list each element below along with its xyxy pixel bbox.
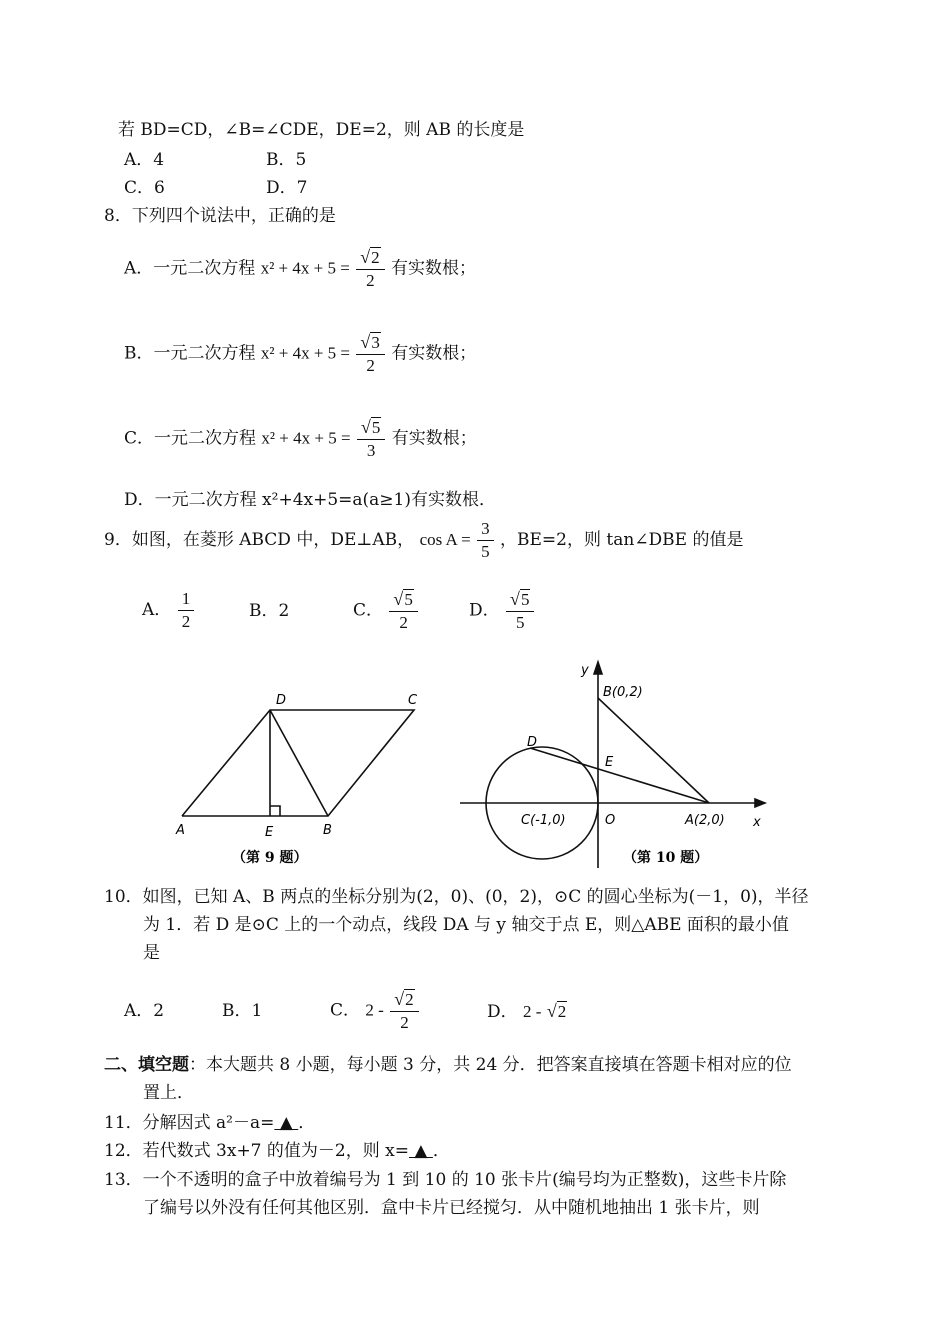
q7-option-d: D．7 (266, 178, 308, 198)
right-angle-mark (270, 806, 280, 816)
section2-heading: 二、填空题：本大题共 8 小题，每小题 3 分，共 24 分．把答案直接填在答题卡相对应的位 (104, 1055, 792, 1075)
label-b: B(0,2) (603, 685, 643, 700)
q9-option-c: C． √ 5 2 (353, 588, 419, 634)
q11-blank: ▲ (274, 1113, 299, 1133)
q9-stem: 9．如图，在菱形 ABCD 中，DE⊥AB， cos A = $\frac{3}{5}$ ，BE=2，则 tan∠DBE 的值是 (104, 519, 744, 561)
q9-option-a: A． $\frac{1}{2}$ (142, 588, 195, 633)
rhombus-outline (182, 710, 414, 816)
figure-9-rhombus (170, 680, 440, 875)
segment-ab (598, 698, 709, 803)
segment-da (530, 748, 709, 803)
q9-cos: cos A = (419, 530, 471, 549)
y-axis-arrow (594, 662, 602, 674)
q7-tail: 若 BD=CD，∠B=∠CDE，DE=2，则 AB 的长度是 (118, 120, 525, 140)
q10-line2: 为 1．若 D 是⊙C 上的一个动点，线段 DA 与 y 轴交于点 E，则△ABE 面积的最小值 (143, 915, 789, 935)
q8-equation: x² + 4x + 5 = (260, 343, 351, 363)
label-d: D (527, 735, 538, 750)
q12-blank: ▲ (408, 1141, 433, 1161)
label-x: x (753, 815, 761, 830)
q10-line3: 是 (143, 943, 160, 963)
q10-option-a: A．2 (124, 1001, 165, 1021)
q8-equation: x² + 4x + 5 = (261, 428, 351, 448)
q8-equation: x² + 4x + 5 = (260, 258, 350, 278)
label-c: C (408, 693, 418, 708)
q11: 11．分解因式 a²－a= ▲ ． (104, 1113, 316, 1133)
figure-10-caption: （第 10 题） (623, 850, 709, 866)
q9-option-d: D． √ 5 5 (469, 588, 535, 634)
q8-option-d: D．一元二次方程 x²+4x+5=a(a≥1)有实数根． (124, 490, 496, 510)
label-c: C(-1,0) (521, 813, 566, 828)
q10-option-c: C． 2 - √ 2 2 (330, 988, 420, 1034)
q7-option-b: B．5 (266, 150, 307, 170)
q8-option-b: B．一元二次方程 x² + 4x + 5 = √ 3 2 有实数根； (124, 332, 477, 375)
label-d: D (276, 693, 287, 708)
figure-10-coordinate (455, 658, 775, 878)
q13-line2: 了编号以外没有任何其他区别．盒中卡片已经搅匀．从中随机地抽出 1 张卡片，则 (143, 1198, 760, 1218)
q12: 12．若代数式 3x+7 的值为－2，则 x= ▲ ． (104, 1141, 450, 1161)
q8-option-c: C．一元二次方程 x² + 4x + 5 = √ 5 3 有实数根； (124, 417, 477, 460)
x-axis-arrow (755, 799, 765, 807)
label-e: E (265, 825, 274, 840)
section2-title: 二、填空题 (104, 1055, 189, 1075)
section2-line2: 置上． (143, 1083, 194, 1103)
q10-option-d: D． 2 - √ 2 (487, 1001, 567, 1022)
q8-stem: 8．下列四个说法中，正确的是 (104, 206, 336, 226)
q7-option-c: C．6 (124, 178, 165, 198)
label-o: O (605, 813, 616, 828)
q10-option-b: B．1 (222, 1001, 263, 1021)
q8-option-a: A．一元二次方程 x² + 4x + 5 = √ 2 2 有实数根； (124, 247, 476, 290)
q9-option-b: B．2 (249, 601, 290, 621)
label-b: B (323, 823, 332, 838)
label-e: E (605, 755, 614, 770)
q10-line1: 10．如图，已知 A、B 两点的坐标分别为(2，0)、(0，2)，⊙C 的圆心坐标为(－1，0)，半径 (104, 887, 809, 907)
figure-9-caption: （第 9 题） (232, 850, 308, 866)
label-a: A(2,0) (685, 813, 725, 828)
label-a: A (176, 823, 185, 838)
q13-line1: 13．一个不透明的盒子中放着编号为 1 到 10 的 10 张卡片(编号均为正整数)，这些卡片除 (104, 1170, 787, 1190)
label-y: y (581, 663, 589, 678)
segment-db (270, 710, 328, 816)
q7-option-a: A．4 (124, 150, 165, 170)
